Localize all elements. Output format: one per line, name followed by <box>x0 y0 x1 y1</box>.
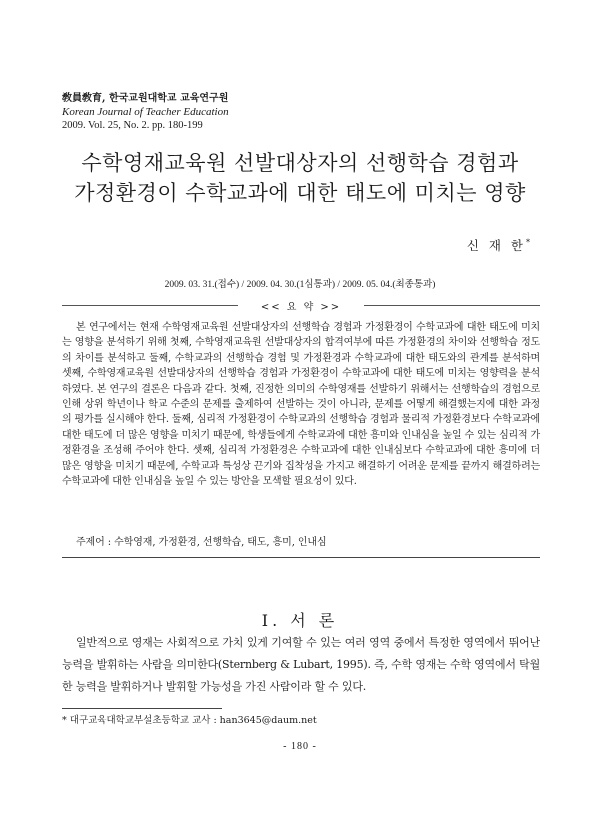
footnote: * 대구교육대학교부설초등학교 교사 : han3645@daum.net <box>62 715 317 726</box>
page-number: - 180 - <box>283 741 317 752</box>
journal-volume: 2009. Vol. 25, No. 2. pp. 180-199 <box>62 120 203 131</box>
title-line-1: 수학영재교육원 선발대상자의 선행학습 경험과 <box>81 151 519 175</box>
journal-korean-name: 敎員敎育, 한국교원대학교 교육연구원 <box>62 93 229 104</box>
abstract-bottom-rule <box>62 557 540 558</box>
footnote-rule <box>62 708 222 709</box>
author-footnote-mark: * <box>526 237 530 247</box>
journal-english-name: Korean Journal of Teacher Education <box>62 105 229 118</box>
author-name: 신 재 한 <box>466 238 526 253</box>
review-dates: 2009. 03. 31.(접수) / 2009. 04. 30.(1심통과) / 2009. 05. 04.(최종통과) <box>164 280 436 290</box>
journal-header <box>62 92 229 133</box>
abstract-header-rule-right <box>364 305 540 306</box>
abstract-label: << 요 약 >> <box>260 302 342 313</box>
author <box>467 236 530 254</box>
paper-title <box>0 148 600 208</box>
body-paragraph: 일반적으로 영재는 사회적으로 가치 있게 기여할 수 있는 여러 영역 중에서 특정한 영역에서 뛰어난 능력을 발휘하는 사람을 의미한다(Sternberg & Lubart, 1995). 즉, 수학 영재는 수학 영역에서 탁월한 능력을 발휘하거나 발휘할 가능성을 가진 사람이라 할 수 있다. <box>62 636 540 693</box>
abstract-header <box>62 299 540 311</box>
keywords: 주제어 : 수학영재, 가정환경, 선행학습, 태도, 흥미, 인내심 <box>76 537 327 548</box>
section-title: I. 서 론 <box>261 611 339 630</box>
abstract-text: 본 연구에서는 현재 수학영재교육원 선발대상자의 선행학습 경험과 가정환경이 수학교과에 대한 태도에 미치는 영향을 분석하기 위해 첫째, 수학영재교육원 선발대상자의 합격여부에 따른 가정환경의 차이와 선행학습 정도의 차이를 분석하고 둘째, 수학교과의 선행학습 경험 및 가정환경과 수학교과에 대한 태도와의 관계를 분석하며 셋째, 수학영재교육원 선발대상자의 선행학습 경험과 가정환경이 수학교과에 대한 태도에 미치는 영향력을 분석하였다. 본 연구의 결론은 다음과 같다. 첫째, 진정한 의미의 수학영재를 선발하기 위해서는 선행학습의 경험으로 인해 상위 학년이나 학교 수준의 문제를 출제하여 선발하는 것이 아니라, 문제를 어떻게 해결했는지에 대한 과정의 평가를 실시해야 한다. 둘째, 심리적 가정환경이 수학교과의 선행학습 경험과 물리적 가정환경보다 수학교과에 대한 태도에 더 많은 영향을 미치기 때문에, 학생들에게 수학교과에 대한 흥미와 인내심을 높일 수 있는 심리적 가정환경을 조성해 주어야 한다. 셋째, 심리적 가정환경은 수학교과에 대한 인내심보다 수학교과에 대한 흥미에 더 많은 영향을 미치기 때문에, 수학교과 특성상 끈기와 집착성을 가지고 해결하기 어려운 문제를 끝까지 해결하려는 수학교과에 대한 인내심을 높일 수 있는 방안을 모색할 필요성이 있다. <box>62 322 540 488</box>
title-line-2: 가정환경이 수학교과에 대한 태도에 미치는 영향 <box>74 181 526 205</box>
